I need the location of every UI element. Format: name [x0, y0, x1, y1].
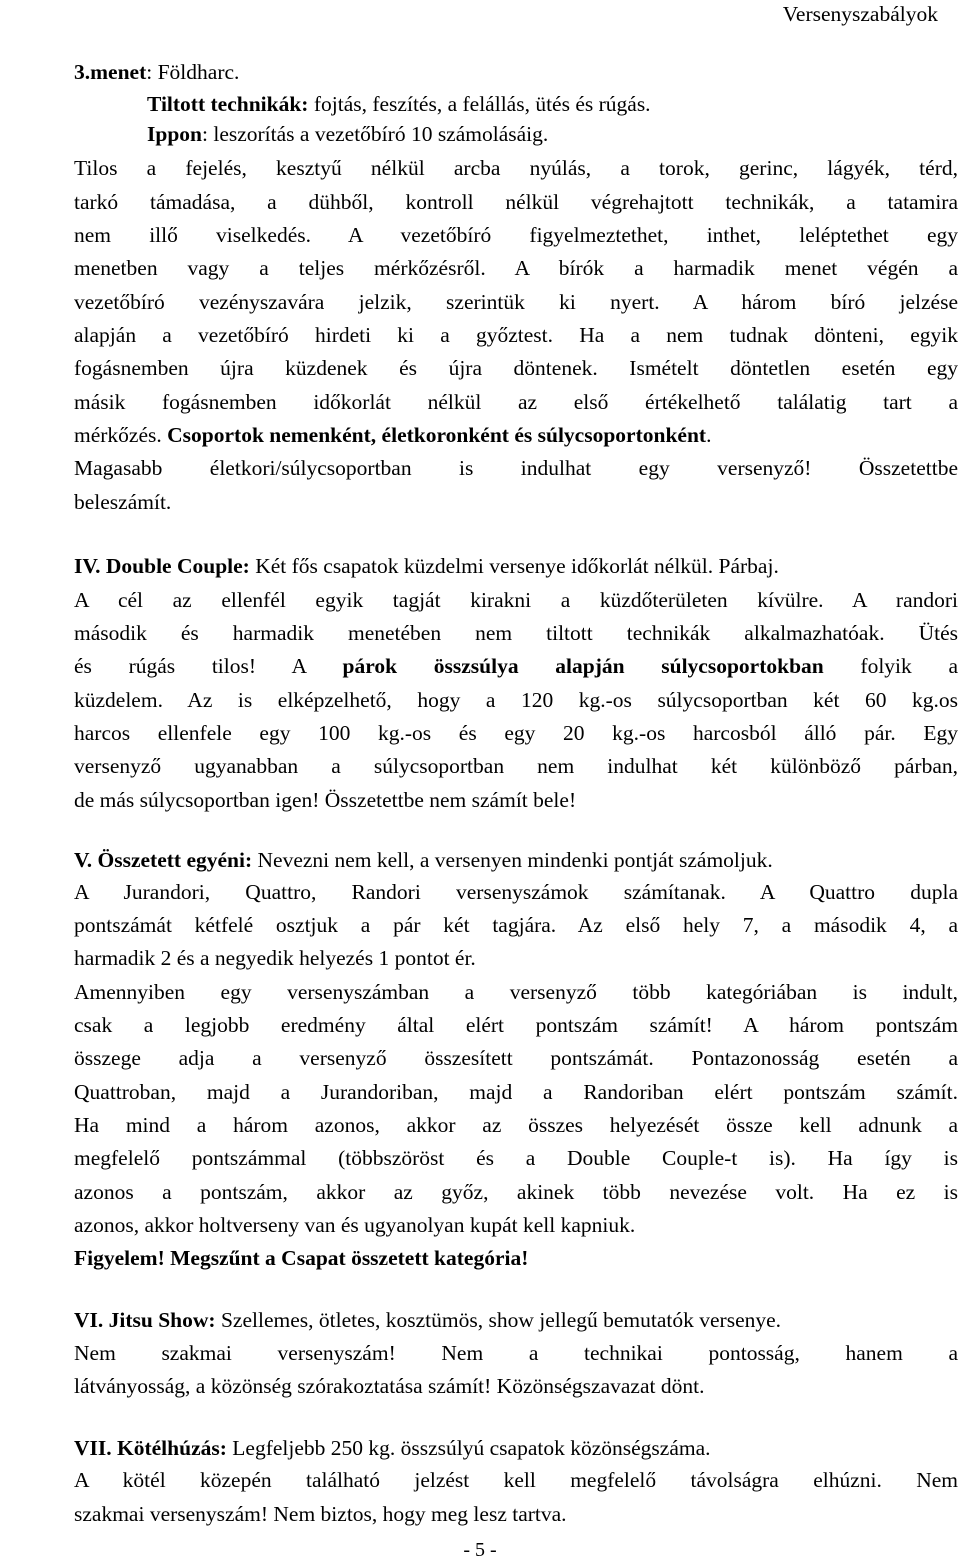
bold-text: IV. Double Couple: — [74, 554, 250, 578]
text-span: Nem szakmai versenyszám! Nem a technikai pontosság, hanem a — [74, 1341, 958, 1365]
text-span: : Földharc. — [146, 60, 240, 84]
text-span: Magasabb életkori/súlycsoportban is indulhat egy versenyző! Összetettbe — [74, 456, 958, 480]
text-line — [74, 1438, 711, 1460]
text-line — [74, 1248, 528, 1270]
text-line — [74, 756, 958, 778]
text-line — [74, 358, 958, 380]
text-line — [74, 948, 476, 970]
text-span: Quattroban, majd a Jurandoriban, majd a Randoriban elért pontszám számít. — [74, 1080, 958, 1104]
text-span: A cél az ellenfél egyik tagját kirakni a küzdőterületen kívülre. A randori — [74, 588, 958, 612]
text-span: alapján a vezetőbíró hirdeti ki a győztest. Ha a nem tudnak dönteni, egyik — [74, 323, 958, 347]
text-span: de más súlycsoportban igen! Összetettbe nem számít bele! — [74, 788, 577, 812]
bold-text: 3.menet — [74, 60, 147, 84]
text-span: azonos, akkor holtverseny van és ugyanolyan kupát kell kapniuk. — [74, 1213, 636, 1237]
text-line — [74, 723, 958, 745]
bold-text: Ippon — [147, 122, 202, 146]
text-span: szakmai versenyszám! Nem biztos, hogy meg lesz tartva. — [74, 1502, 567, 1526]
text-line — [74, 1215, 635, 1237]
text-line — [74, 1310, 781, 1332]
text-span: A Jurandori, Quattro, Randori versenyszámok számítanak. A Quattro dupla — [74, 880, 958, 904]
text-span: folyik a — [823, 654, 958, 678]
text-span: pontszámát kétfelé osztjuk a pár két tagjára. Az első hely 7, a második 4, a — [74, 913, 958, 937]
text-line — [74, 790, 576, 812]
bold-text: Csoportok nemenként, életkoronként és súlycsoportonként — [167, 423, 707, 447]
text-span: : leszorítás a vezetőbíró 10 számolásáig. — [202, 122, 549, 146]
text-line — [147, 94, 651, 116]
text-line — [74, 850, 773, 872]
text-line — [74, 1470, 958, 1492]
text-line — [74, 158, 958, 180]
text-span: mérkőzés. — [74, 423, 168, 447]
text-line — [74, 458, 958, 480]
text-line — [74, 982, 958, 1004]
text-span: versenyző ugyanabban a súlycsoportban nem indulhat két különböző párban, — [74, 754, 958, 778]
text-span: menetben vagy a teljes mérkőzésről. A bírók a harmadik menet végén a — [74, 256, 958, 280]
text-span: megfelelő pontszámmal (többszöröst és a Double Couple-t is). Ha így is — [74, 1146, 958, 1170]
text-line — [74, 1048, 958, 1070]
text-span: Szellemes, ötletes, kosztümös, show jellegű bemutatók versenye. — [215, 1308, 782, 1332]
text-span: másik fogásnemben időkorlát nélkül az első értékelhető találatig tart a — [74, 390, 958, 414]
text-span: és rúgás tilos! A — [74, 654, 343, 678]
page-header: Versenyszabályok — [782, 2, 938, 26]
text-line — [74, 425, 711, 447]
text-span: Nevezni nem kell, a versenyen mindenki pontját számoljuk. — [252, 848, 773, 872]
text-span: Amennyiben egy versenyszámban a versenyző több kategóriában is indult, — [74, 980, 958, 1004]
text-line — [74, 258, 958, 280]
text-span: csak a legjobb eredmény által elért pontszám számít! A három pontszám — [74, 1013, 958, 1037]
text-span: látványosság, a közönség szórakoztatása számít! Közönségszavazat dönt. — [74, 1374, 705, 1398]
text-line — [74, 656, 958, 678]
text-line — [74, 1115, 958, 1137]
text-line — [74, 623, 958, 645]
text-span: Legfeljebb 250 kg. összsúlyú csapatok közönségszáma. — [226, 1436, 711, 1460]
text-line — [74, 915, 958, 937]
bold-text: Tiltott technikák: — [147, 92, 309, 116]
text-line — [74, 292, 958, 314]
text-span: vezetőbíró vezényszavára jelzik, szerintük ki nyert. A három bíró jelzése — [74, 290, 958, 314]
bold-text: Figyelem! Megszűnt a Csapat összetett kategória! — [74, 1246, 529, 1270]
page-number: - 5 - — [463, 1539, 497, 1561]
text-span: küzdelem. Az is elképzelhető, hogy a 120 kg.-os súlycsoportban két 60 kg.os — [74, 688, 958, 712]
text-line — [74, 492, 171, 514]
text-line — [74, 1082, 958, 1104]
text-line — [74, 690, 958, 712]
text-span: fogásnemben újra küzdenek és újra döntenek. Ismételt döntetlen esetén egy — [74, 356, 958, 380]
text-line — [74, 192, 958, 214]
text-line — [74, 1182, 958, 1204]
text-line — [74, 325, 958, 347]
text-span: harcos ellenfele egy 100 kg.-os és egy 20 kg.-os harcosból álló pár. Egy — [74, 721, 958, 745]
text-span: Két fős csapatok küzdelmi versenye időkorlát nélkül. Párbaj. — [249, 554, 779, 578]
text-span: Tilos a fejelés, kesztyű nélkül arcba nyúlás, a torok, gerinc, lágyék, térd, — [74, 156, 958, 180]
text-line — [74, 225, 958, 247]
bold-text: párok összsúlya alapján súlycsoportokban — [342, 654, 824, 678]
text-span: . — [706, 423, 712, 447]
text-line — [74, 1343, 958, 1365]
text-span: nem illő viselkedés. A vezetőbíró figyelmeztethet, inthet, leléptethet egy — [74, 223, 958, 247]
text-span: fojtás, feszítés, a felállás, ütés és rúgás. — [308, 92, 651, 116]
text-line — [74, 882, 958, 904]
text-line — [74, 1148, 958, 1170]
text-line — [74, 392, 958, 414]
text-line — [74, 1015, 958, 1037]
text-span: azonos a pontszám, akkor az győz, akinek több nevezése volt. Ha ez is — [74, 1180, 958, 1204]
text-span: Ha mind a három azonos, akkor az összes helyezését össze kell adnunk a — [74, 1113, 958, 1137]
text-line — [147, 124, 548, 146]
text-span: A kötél közepén található jelzést kell megfelelő távolságra elhúzni. Nem — [74, 1468, 958, 1492]
text-span: összege adja a versenyző összesített pontszámát. Pontazonosság esetén a — [74, 1046, 958, 1070]
text-line — [74, 556, 779, 578]
bold-text: V. Összetett egyéni: — [74, 848, 253, 872]
text-span: harmadik 2 és a negyedik helyezés 1 pontot ér. — [74, 946, 476, 970]
bold-text: VI. Jitsu Show: — [74, 1308, 216, 1332]
text-span: beleszámít. — [74, 490, 172, 514]
text-line — [74, 1504, 567, 1526]
bold-text: VII. Kötélhúzás: — [74, 1436, 227, 1460]
text-span: második és harmadik menetében nem tiltott technikák alkalmazhatóak. Ütés — [74, 621, 958, 645]
text-span: tarkó támadása, a dühből, kontroll nélkül végrehajtott technikák, a tatamira — [74, 190, 958, 214]
text-line — [74, 62, 239, 84]
text-line — [74, 1376, 704, 1398]
text-line — [74, 590, 958, 612]
